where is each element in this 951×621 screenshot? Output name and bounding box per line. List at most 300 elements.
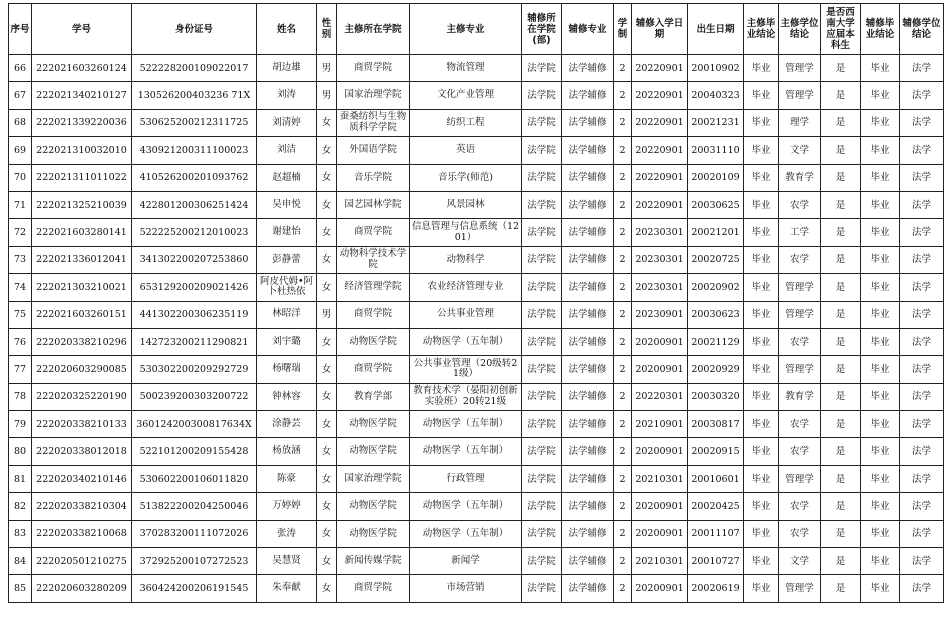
cell-major-degree-result: 农学 [779,411,821,438]
cell-duration: 2 [614,164,632,191]
cell-minor: 法学辅修 [562,164,614,191]
cell-is-swu-graduate: 是 [821,137,861,164]
cell-student-id: 222020603290085 [32,356,132,383]
cell-duration: 2 [614,301,632,328]
cell-student-id: 222020340210146 [32,465,132,492]
cell-minor: 法学辅修 [562,82,614,109]
cell-gender: 女 [317,465,337,492]
cell-birth-date: 20020619 [688,575,744,602]
cell-major-grad-result: 毕业 [744,328,779,355]
cell-is-swu-graduate: 是 [821,411,861,438]
cell-major-grad-result: 毕业 [744,191,779,218]
cell-name: 陈豪 [257,465,317,492]
cell-is-swu-graduate: 是 [821,82,861,109]
cell-minor-college: 法学院 [522,109,562,136]
cell-birth-date: 20020902 [688,274,744,301]
cell-major: 动物医学（五年制） [410,520,522,547]
cell-student-id: 222020501210275 [32,548,132,575]
cell-gender: 女 [317,109,337,136]
cell-minor-grad-result: 毕业 [861,219,900,246]
cell-minor-grad-result: 毕业 [861,109,900,136]
cell-major-college: 新闻传媒学院 [337,548,410,575]
header-minor-grad-result: 辅修毕业结论 [861,4,900,55]
cell-student-id: 222021340210127 [32,82,132,109]
cell-is-swu-graduate: 是 [821,548,861,575]
header-birth-date: 出生日期 [688,4,744,55]
header-major: 主修专业 [410,4,522,55]
cell-major-degree-result: 管理学 [779,55,821,82]
cell-student-id: 222020603280209 [32,575,132,602]
cell-minor-enroll-date: 20200901 [632,520,688,547]
cell-major-degree-result: 管理学 [779,82,821,109]
cell-minor-enroll-date: 20230901 [632,301,688,328]
cell-major: 文化产业管理 [410,82,522,109]
header-major-degree-result: 主修学位结论 [779,4,821,55]
cell-major-grad-result: 毕业 [744,301,779,328]
table-row [9,575,944,602]
cell-student-id: 222021603260151 [32,301,132,328]
header-minor-college: 辅修所在学院(部) [522,4,562,55]
cell-is-swu-graduate: 是 [821,520,861,547]
cell-id-card: 441302200306235119 [132,301,257,328]
cell-id-card: 653129200209021426 [132,274,257,301]
cell-id-card: 370283200111072026 [132,520,257,547]
cell-minor: 法学辅修 [562,548,614,575]
cell-major-degree-result: 管理学 [779,575,821,602]
cell-student-id: 222020338210304 [32,493,132,520]
cell-major-grad-result: 毕业 [744,438,779,465]
cell-major: 动物医学（五年制） [410,493,522,520]
cell-minor-degree-result: 法学 [900,493,944,520]
cell-minor-enroll-date: 20220901 [632,164,688,191]
cell-seq: 81 [9,465,32,492]
cell-major: 教育技术学（晏阳初创新实验班）20转21级 [410,383,522,410]
cell-minor: 法学辅修 [562,55,614,82]
cell-gender: 女 [317,493,337,520]
cell-minor-college: 法学院 [522,164,562,191]
cell-minor-grad-result: 毕业 [861,274,900,301]
cell-duration: 2 [614,82,632,109]
cell-id-card: 422801200306251424 [132,191,257,218]
cell-minor-college: 法学院 [522,520,562,547]
cell-minor: 法学辅修 [562,465,614,492]
cell-major-degree-result: 管理学 [779,274,821,301]
cell-birth-date: 20010601 [688,465,744,492]
cell-name: 吴慧贤 [257,548,317,575]
cell-birth-date: 20020915 [688,438,744,465]
cell-minor-enroll-date: 20230301 [632,246,688,273]
cell-name: 张涛 [257,520,317,547]
cell-gender: 女 [317,164,337,191]
cell-student-id: 222020338210296 [32,328,132,355]
cell-minor: 法学辅修 [562,411,614,438]
cell-minor-degree-result: 法学 [900,191,944,218]
header-seq: 序号 [9,4,32,55]
cell-major-grad-result: 毕业 [744,575,779,602]
cell-name: 谢建怡 [257,219,317,246]
table-row [9,164,944,191]
cell-id-card: 142723200211290821 [132,328,257,355]
cell-is-swu-graduate: 是 [821,301,861,328]
cell-birth-date: 20020929 [688,356,744,383]
cell-major-college: 商贸学院 [337,356,410,383]
cell-seq: 74 [9,274,32,301]
cell-student-id: 222021603260124 [32,55,132,82]
cell-minor: 法学辅修 [562,493,614,520]
cell-major: 音乐学(师范) [410,164,522,191]
cell-major-grad-result: 毕业 [744,219,779,246]
table-row [9,55,944,82]
cell-birth-date: 20040323 [688,82,744,109]
table-row [9,328,944,355]
cell-birth-date: 20030623 [688,301,744,328]
cell-major-college: 园艺园林学院 [337,191,410,218]
cell-gender: 女 [317,383,337,410]
cell-student-id: 222021336012041 [32,246,132,273]
cell-minor-degree-result: 法学 [900,164,944,191]
cell-name: 杨放涵 [257,438,317,465]
cell-id-card: 360424200206191545 [132,575,257,602]
table-row [9,548,944,575]
cell-is-swu-graduate: 是 [821,109,861,136]
cell-minor-grad-result: 毕业 [861,465,900,492]
cell-major-degree-result: 理学 [779,109,821,136]
cell-major-degree-result: 农学 [779,246,821,273]
cell-duration: 2 [614,109,632,136]
cell-minor-enroll-date: 20220901 [632,82,688,109]
cell-major-grad-result: 毕业 [744,465,779,492]
header-minor: 辅修专业 [562,4,614,55]
cell-student-id: 222020338210068 [32,520,132,547]
cell-major-grad-result: 毕业 [744,55,779,82]
cell-name: 刘清婷 [257,109,317,136]
cell-major: 市场营销 [410,575,522,602]
cell-minor-college: 法学院 [522,411,562,438]
cell-minor-degree-result: 法学 [900,520,944,547]
cell-minor-grad-result: 毕业 [861,191,900,218]
cell-seq: 83 [9,520,32,547]
cell-minor-enroll-date: 20210301 [632,548,688,575]
cell-student-id: 222021303210021 [32,274,132,301]
cell-minor: 法学辅修 [562,301,614,328]
cell-duration: 2 [614,575,632,602]
table-row [9,82,944,109]
cell-name: 钟林容 [257,383,317,410]
cell-major-college: 外国语学院 [337,137,410,164]
cell-minor-degree-result: 法学 [900,383,944,410]
cell-major-grad-result: 毕业 [744,109,779,136]
table-row [9,356,944,383]
cell-is-swu-graduate: 是 [821,575,861,602]
cell-minor-college: 法学院 [522,328,562,355]
cell-minor-enroll-date: 20200901 [632,438,688,465]
cell-duration: 2 [614,219,632,246]
cell-is-swu-graduate: 是 [821,246,861,273]
cell-major-grad-result: 毕业 [744,493,779,520]
cell-minor-college: 法学院 [522,137,562,164]
cell-minor-degree-result: 法学 [900,301,944,328]
cell-major-degree-result: 文学 [779,548,821,575]
cell-minor-degree-result: 法学 [900,137,944,164]
cell-major-college: 商贸学院 [337,575,410,602]
cell-major: 动物医学（五年制） [410,411,522,438]
cell-minor-college: 法学院 [522,465,562,492]
cell-seq: 76 [9,328,32,355]
cell-minor-grad-result: 毕业 [861,82,900,109]
cell-seq: 77 [9,356,32,383]
cell-birth-date: 20030625 [688,191,744,218]
cell-major-college: 经济管理学院 [337,274,410,301]
cell-id-card: 410526200201093762 [132,164,257,191]
cell-seq: 69 [9,137,32,164]
cell-duration: 2 [614,191,632,218]
cell-major-degree-result: 农学 [779,520,821,547]
cell-major-college: 蚕桑纺织与生物质科学学院 [337,109,410,136]
cell-minor-enroll-date: 20200901 [632,356,688,383]
cell-gender: 女 [317,328,337,355]
cell-major-grad-result: 毕业 [744,383,779,410]
cell-minor-enroll-date: 20220901 [632,55,688,82]
cell-id-card: 522225200212010023 [132,219,257,246]
cell-duration: 2 [614,328,632,355]
cell-major-degree-result: 农学 [779,191,821,218]
cell-gender: 男 [317,55,337,82]
cell-major-degree-result: 工学 [779,219,821,246]
cell-name: 阿皮代姆•阿卜杜热依 [257,274,317,301]
cell-minor-grad-result: 毕业 [861,383,900,410]
cell-name: 刘涛 [257,82,317,109]
cell-birth-date: 20020109 [688,164,744,191]
cell-major-college: 动物医学院 [337,411,410,438]
table-row [9,411,944,438]
cell-minor-college: 法学院 [522,438,562,465]
header-name: 姓名 [257,4,317,55]
cell-major-degree-result: 管理学 [779,465,821,492]
cell-minor-enroll-date: 20210901 [632,411,688,438]
cell-major: 英语 [410,137,522,164]
cell-major-college: 动物科学技术学院 [337,246,410,273]
cell-major-college: 动物医学院 [337,438,410,465]
cell-minor-enroll-date: 20200901 [632,328,688,355]
cell-gender: 女 [317,274,337,301]
cell-birth-date: 20021231 [688,109,744,136]
cell-is-swu-graduate: 是 [821,219,861,246]
cell-seq: 72 [9,219,32,246]
cell-is-swu-graduate: 是 [821,328,861,355]
cell-duration: 2 [614,137,632,164]
cell-minor-degree-result: 法学 [900,548,944,575]
cell-major-college: 商贸学院 [337,55,410,82]
cell-minor-degree-result: 法学 [900,219,944,246]
cell-minor-grad-result: 毕业 [861,301,900,328]
cell-birth-date: 20021201 [688,219,744,246]
cell-birth-date: 20031110 [688,137,744,164]
cell-major: 动物医学（五年制） [410,438,522,465]
cell-major: 公共事业管理 [410,301,522,328]
header-major-college: 主修所在学院 [337,4,410,55]
cell-duration: 2 [614,548,632,575]
cell-is-swu-graduate: 是 [821,438,861,465]
table-row [9,274,944,301]
cell-minor-grad-result: 毕业 [861,575,900,602]
cell-name: 彭静蕾 [257,246,317,273]
cell-is-swu-graduate: 是 [821,164,861,191]
cell-minor-enroll-date: 20200901 [632,493,688,520]
cell-seq: 66 [9,55,32,82]
header-major-grad-result: 主修毕业结论 [744,4,779,55]
cell-id-card: 341302200207253860 [132,246,257,273]
table-row [9,137,944,164]
cell-minor-enroll-date: 20230301 [632,219,688,246]
cell-id-card: 372925200107272523 [132,548,257,575]
table-row [9,219,944,246]
cell-major-grad-result: 毕业 [744,137,779,164]
cell-minor-grad-result: 毕业 [861,438,900,465]
cell-seq: 73 [9,246,32,273]
cell-minor-grad-result: 毕业 [861,411,900,438]
cell-gender: 男 [317,82,337,109]
cell-is-swu-graduate: 是 [821,191,861,218]
cell-minor: 法学辅修 [562,438,614,465]
cell-minor-college: 法学院 [522,191,562,218]
cell-major-grad-result: 毕业 [744,274,779,301]
table-row [9,520,944,547]
cell-minor-college: 法学院 [522,55,562,82]
cell-duration: 2 [614,411,632,438]
cell-name: 刘宇璐 [257,328,317,355]
cell-major-degree-result: 农学 [779,493,821,520]
cell-minor-grad-result: 毕业 [861,246,900,273]
cell-birth-date: 20020425 [688,493,744,520]
cell-minor-degree-result: 法学 [900,274,944,301]
cell-minor-degree-result: 法学 [900,109,944,136]
cell-minor: 法学辅修 [562,191,614,218]
cell-minor-enroll-date: 20230301 [632,274,688,301]
cell-gender: 女 [317,246,337,273]
minor-graduation-table [8,3,944,603]
cell-seq: 68 [9,109,32,136]
cell-major-degree-result: 农学 [779,328,821,355]
cell-major-college: 音乐学院 [337,164,410,191]
cell-minor-degree-result: 法学 [900,328,944,355]
cell-minor: 法学辅修 [562,383,614,410]
cell-student-id: 222020338012018 [32,438,132,465]
header-minor-enroll-date: 辅修入学日期 [632,4,688,55]
cell-duration: 2 [614,246,632,273]
cell-major-grad-result: 毕业 [744,548,779,575]
cell-name: 万婷婷 [257,493,317,520]
cell-duration: 2 [614,465,632,492]
cell-name: 刘洁 [257,137,317,164]
cell-gender: 女 [317,191,337,218]
cell-minor-grad-result: 毕业 [861,55,900,82]
cell-name: 吴申悦 [257,191,317,218]
cell-student-id: 222021310032010 [32,137,132,164]
cell-seq: 85 [9,575,32,602]
cell-major-degree-result: 教育学 [779,383,821,410]
cell-minor-college: 法学院 [522,356,562,383]
cell-birth-date: 20010902 [688,55,744,82]
cell-major-grad-result: 毕业 [744,246,779,273]
cell-minor-degree-result: 法学 [900,246,944,273]
cell-minor-grad-result: 毕业 [861,548,900,575]
cell-minor-college: 法学院 [522,219,562,246]
cell-major-grad-result: 毕业 [744,164,779,191]
cell-major-grad-result: 毕业 [744,520,779,547]
cell-gender: 女 [317,411,337,438]
cell-minor-enroll-date: 20200901 [632,575,688,602]
cell-birth-date: 20030817 [688,411,744,438]
cell-minor-grad-result: 毕业 [861,356,900,383]
cell-name: 朱奉献 [257,575,317,602]
cell-minor: 法学辅修 [562,137,614,164]
cell-name: 胡边雄 [257,55,317,82]
cell-id-card: 530302200209292729 [132,356,257,383]
cell-id-card: 513822200204250046 [132,493,257,520]
cell-birth-date: 20021129 [688,328,744,355]
cell-id-card: 430921200311100023 [132,137,257,164]
cell-minor-grad-result: 毕业 [861,137,900,164]
cell-seq: 84 [9,548,32,575]
cell-id-card: 522101200209155428 [132,438,257,465]
table-row [9,493,944,520]
cell-gender: 女 [317,520,337,547]
header-row [9,4,944,55]
cell-birth-date: 20020725 [688,246,744,273]
cell-major: 风景园林 [410,191,522,218]
cell-minor-degree-result: 法学 [900,82,944,109]
cell-student-id: 222021325210039 [32,191,132,218]
cell-major-college: 商贸学院 [337,301,410,328]
cell-is-swu-graduate: 是 [821,55,861,82]
header-gender: 性别 [317,4,337,55]
cell-minor-enroll-date: 20220901 [632,137,688,164]
cell-duration: 2 [614,493,632,520]
table-row [9,109,944,136]
cell-major: 新闻学 [410,548,522,575]
cell-name: 林昭洋 [257,301,317,328]
cell-major-degree-result: 农学 [779,438,821,465]
cell-major-grad-result: 毕业 [744,411,779,438]
cell-minor-degree-result: 法学 [900,55,944,82]
cell-major-college: 教育学部 [337,383,410,410]
cell-minor-degree-result: 法学 [900,465,944,492]
cell-id-card: 522228200109022017 [132,55,257,82]
cell-minor-college: 法学院 [522,82,562,109]
cell-gender: 女 [317,219,337,246]
cell-duration: 2 [614,55,632,82]
cell-is-swu-graduate: 是 [821,356,861,383]
cell-minor-college: 法学院 [522,575,562,602]
cell-minor-college: 法学院 [522,274,562,301]
cell-gender: 男 [317,301,337,328]
cell-minor: 法学辅修 [562,356,614,383]
cell-minor: 法学辅修 [562,109,614,136]
cell-major: 动物科学 [410,246,522,273]
cell-minor-enroll-date: 20220301 [632,383,688,410]
roster-table-container [8,3,944,603]
cell-minor-enroll-date: 20210301 [632,465,688,492]
cell-gender: 女 [317,356,337,383]
cell-minor: 法学辅修 [562,328,614,355]
cell-minor: 法学辅修 [562,246,614,273]
cell-minor-degree-result: 法学 [900,438,944,465]
cell-student-id: 222021603280141 [32,219,132,246]
cell-minor-grad-result: 毕业 [861,493,900,520]
cell-minor-college: 法学院 [522,301,562,328]
cell-major: 纺织工程 [410,109,522,136]
cell-major-degree-result: 管理学 [779,356,821,383]
